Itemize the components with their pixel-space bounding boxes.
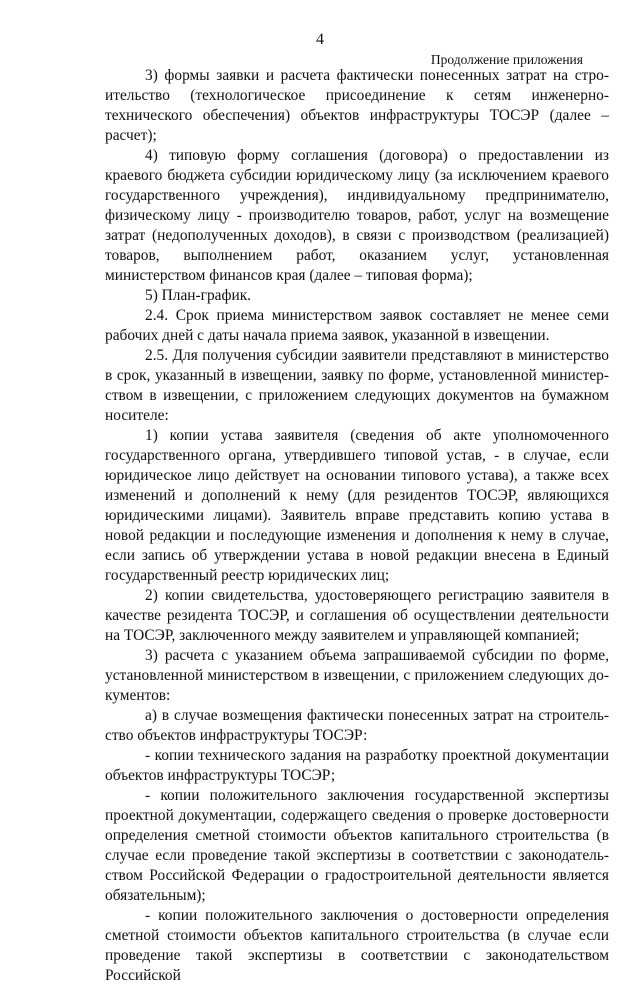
continuation-note: Продолжение приложения bbox=[430, 52, 583, 67]
paragraph: 2.5. Для получения субсидии заявители представляют в министерство в срок, указанный в извещении, заявку по форме, установленной министерством в извещении, с приложением следующих документов на бумажном носителе: bbox=[105, 347, 609, 424]
paragraph: 3) расчета с указанием объема запрашиваемой субсидии по форме, установленной министерством в извещении, с приложением следующих документов: bbox=[105, 647, 609, 704]
paragraph: - копии положительного заключения о достоверности определения сметной стоимости объектов капитального строительства (в случае если проведение такой экспертизы в соответствии с законодательством Российской bbox=[105, 907, 609, 984]
paragraph: - копии технического задания на разработку проектной документации объектов инфраструктуры ТОСЭР; bbox=[105, 747, 609, 784]
paragraph: - копии положительного заключения государственной экспертизы проектной документации, содержащего сведения о проверке достоверности определения сметной стоимости объектов капитального строительства (в случае если проведение такой экспертизы в соответствии с законодательством Российской Федерации о градостроительной деятельности является обязательным); bbox=[105, 787, 609, 904]
paragraph: 2.4. Срок приема министерством заявок составляет не менее семи рабочих дней с даты начала приема заявок, указанной в извещении. bbox=[105, 307, 609, 344]
paragraph: 2) копии свидетельства, удостоверяющего регистрацию заявителя в качестве резидента ТОСЭР, и соглашения об осуществлении деятельности на ТОСЭР, заключенного между заявителем и управляющей компанией; bbox=[105, 587, 609, 644]
paragraph: а) в случае возмещения фактически понесенных затрат на строительство объектов инфраструктуры ТОСЭР: bbox=[105, 707, 609, 744]
document-body bbox=[105, 66, 609, 986]
paragraph: 1) копии устава заявителя (сведения об акте уполномоченного государственного органа, утвердившего типовой устав, - в случае, если юридическое лицо действует на основании типового устава), а также всех изменений и дополнений к нему (для резидентов ТОСЭР, являющихся юридическими лицами). Заявитель вправе представить копию устава в новой редакции и последующие изменения и дополнения к нему в случае, если запись об утверждении устава в новой редакции внесена в Единый государственный реестр юридических лиц; bbox=[105, 427, 609, 584]
page-number: 4 bbox=[316, 31, 324, 48]
paragraph: 3) формы заявки и расчета фактически понесенных затрат на строительство (технологическое присоединение к сетям инженерно-технического обеспечения) объектов инфраструктуры ТОСЭР (далее – расчет); bbox=[105, 67, 609, 144]
paragraph: 4) типовую форму соглашения (договора) о предоставлении из краевого бюджета субсидии юридическому лицу (за исключением краевого государственного учреждения), индивидуальному предпринимателю, физическому лицу - производителю товаров, работ, услуг на возмещение затрат (недополученных доходов), в связи с производством (реализацией) товаров, выполнением работ, оказанием услуг, установленная министерством финансов края (далее – типовая форма); bbox=[105, 147, 609, 284]
paragraph: 5) План-график. bbox=[145, 287, 252, 304]
